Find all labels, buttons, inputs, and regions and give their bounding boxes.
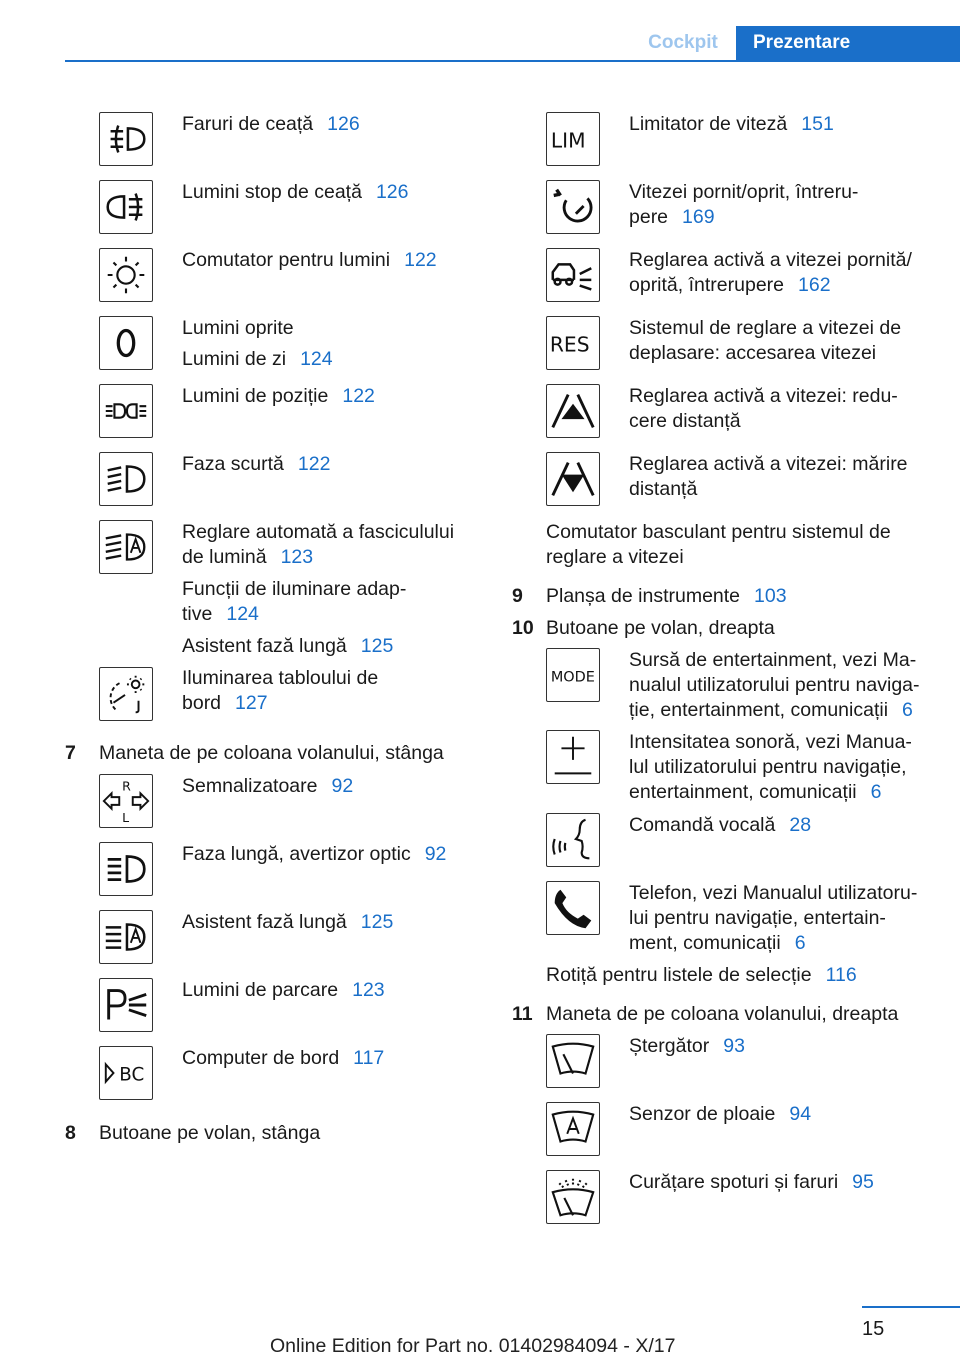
wiper-icon xyxy=(546,1034,600,1088)
item-active-cruise-line1: Reglarea activă a vitezei pornită/ xyxy=(629,249,912,271)
section-title-8: Butoane pe volan, stânga xyxy=(99,1122,321,1144)
page-link[interactable]: 126 xyxy=(327,113,360,135)
svg-text:RES: RES xyxy=(549,332,590,357)
parking-light-icon xyxy=(99,978,153,1032)
cruise-control-icon xyxy=(546,180,600,234)
svg-text:LIM: LIM xyxy=(550,128,586,153)
section-number-9: 9 xyxy=(512,585,523,607)
page-link[interactable]: 151 xyxy=(801,113,834,135)
page-link[interactable]: 92 xyxy=(424,843,447,865)
light-off-icon xyxy=(99,316,153,370)
distance-increase-icon xyxy=(546,452,600,506)
page-link[interactable]: 95 xyxy=(852,1171,874,1193)
item-light-switch: Comutator pentru lumini 122 xyxy=(182,249,437,271)
page-link[interactable]: 93 xyxy=(723,1035,745,1057)
page-link[interactable]: 123 xyxy=(352,979,385,1001)
page-link[interactable]: 6 xyxy=(902,699,913,721)
item-phone-line3: ment, comunicații 6 xyxy=(629,932,806,954)
board-computer-icon xyxy=(99,1046,153,1100)
item-low-beam: Faza scurtă 122 xyxy=(182,453,331,475)
item-rain-sensor: Senzor de ploaie 94 xyxy=(629,1103,812,1125)
page-number: 15 xyxy=(862,1318,885,1340)
high-beam-icon xyxy=(99,842,153,896)
section-title-10: Butoane pe volan, dreapta xyxy=(546,617,775,639)
page-link[interactable]: 162 xyxy=(798,274,831,296)
item-volume-line1: Intensitatea sonoră, vezi Manua- xyxy=(629,731,912,753)
header-divider xyxy=(65,60,960,62)
item-rear-fog: Lumini stop de ceață 126 xyxy=(182,181,409,203)
page-link[interactable]: 169 xyxy=(682,206,715,228)
page-link[interactable]: 6 xyxy=(794,932,806,954)
svg-text:L: L xyxy=(122,810,130,826)
page-link[interactable]: 122 xyxy=(404,249,437,271)
item-board-computer: Computer de bord 117 xyxy=(182,1047,385,1069)
item-phone-line1: Telefon, vezi Manualul utilizatoru- xyxy=(629,882,918,904)
page-link[interactable]: 124 xyxy=(226,603,259,625)
page-link[interactable]: 103 xyxy=(754,585,787,607)
svg-text:MODE: MODE xyxy=(550,669,595,686)
volume-icon xyxy=(546,730,600,784)
item-high-beam: Faza lungă, avertizor optic 92 xyxy=(182,843,447,865)
voice-command-icon xyxy=(546,813,600,867)
rain-sensor-icon xyxy=(546,1102,600,1156)
page-link[interactable]: 125 xyxy=(360,635,394,657)
item-volume-line2: lul utilizatorului pentru navigație, xyxy=(629,756,907,778)
page-link[interactable]: 123 xyxy=(280,546,314,568)
item-position-lights: Lumini de poziție 122 xyxy=(182,385,375,407)
section-title-9: Planșa de instrumente 103 xyxy=(546,585,787,607)
page-link[interactable]: 122 xyxy=(342,385,375,407)
tab-prezentare[interactable]: Prezentare xyxy=(736,26,960,60)
item-instrument-line2: bord 127 xyxy=(182,692,268,714)
item-lights-off: Lumini oprite xyxy=(182,317,294,339)
active-cruise-icon xyxy=(546,248,600,302)
page-link[interactable]: 6 xyxy=(870,781,882,803)
item-distance-decrease-line2: cere distanță xyxy=(629,410,741,432)
washer-icon xyxy=(546,1170,600,1224)
svg-text:BC: BC xyxy=(119,1064,145,1086)
page-link[interactable]: 126 xyxy=(375,181,409,203)
rear-fog-light-icon xyxy=(99,180,153,234)
footer-edition: Online Edition for Part no. 01402984094 - X/17 xyxy=(270,1335,676,1357)
section-number-8: 8 xyxy=(65,1122,76,1144)
rocker-switch-line1: Comutator basculant pentru sistemul de xyxy=(546,521,891,543)
auto-headlight-icon xyxy=(99,520,153,574)
page-link[interactable]: 94 xyxy=(789,1103,812,1125)
section-number-7: 7 xyxy=(65,742,76,764)
section-number-10: 10 xyxy=(512,617,534,639)
item-distance-increase-line2: distanță xyxy=(629,478,698,500)
high-beam-assistant-icon xyxy=(99,910,153,964)
page-link[interactable]: 124 xyxy=(300,348,333,370)
item-voice-command: Comandă vocală 28 xyxy=(629,814,812,836)
tab-cockpit[interactable]: Cockpit xyxy=(648,32,718,53)
item-auto-headlight-line1: Reglare automată a fasciculului xyxy=(182,521,455,543)
parking-lights-icon xyxy=(99,384,153,438)
item-volume-line3: entertainment, comunicații 6 xyxy=(629,781,882,803)
item-adaptive-line1: Funcții de iluminare adap- xyxy=(182,578,407,600)
section-title-7: Maneta de pe coloana volanului, stânga xyxy=(99,742,444,764)
distance-decrease-icon xyxy=(546,384,600,438)
light-switch-icon xyxy=(99,248,153,302)
page-link[interactable]: 125 xyxy=(360,911,394,933)
phone-icon xyxy=(546,881,600,935)
item-resume-line1: Sistemul de reglare a vitezei de xyxy=(629,317,902,339)
item-resume-line2: deplasare: accesarea vitezei xyxy=(629,342,877,364)
rocker-switch-line2: reglare a vitezei xyxy=(546,546,684,568)
item-wiper: Ștergător 93 xyxy=(629,1035,745,1057)
footer-divider xyxy=(862,1306,960,1308)
item-distance-decrease-line1: Reglarea activă a vitezei: redu- xyxy=(629,385,898,407)
item-cruise-line2: pere 169 xyxy=(629,206,715,228)
item-mode-line1: Sursă de entertainment, vezi Ma- xyxy=(629,649,917,671)
section-title-11: Maneta de pe coloana volanului, dreapta xyxy=(546,1003,899,1025)
item-distance-increase-line1: Reglarea activă a vitezei: mărire xyxy=(629,453,908,475)
item-phone-line2: lui pentru navigație, entertain- xyxy=(629,907,886,929)
page-link[interactable]: 28 xyxy=(789,814,812,836)
item-auto-headlight-line2: de lumină 123 xyxy=(182,546,314,568)
svg-text:R: R xyxy=(122,778,131,794)
turn-signal-icon xyxy=(99,774,153,828)
page-link[interactable]: 92 xyxy=(331,775,354,797)
item-cruise-line1: Vitezei pornit/oprit, întreru- xyxy=(629,181,859,203)
item-active-cruise-line2: oprită, întrerupere 162 xyxy=(629,274,831,296)
mode-icon xyxy=(546,648,600,702)
item-fog-lights: Faruri de ceață 126 xyxy=(182,113,360,135)
item-mode-line2: nualul utilizatorului pentru naviga- xyxy=(629,674,920,696)
item-high-beam-assist: Asistent fază lungă 125 xyxy=(182,635,394,657)
item-high-beam-assistant: Asistent fază lungă 125 xyxy=(182,911,394,933)
low-beam-icon xyxy=(99,452,153,506)
item-speed-limiter: Limitator de viteză 151 xyxy=(629,113,834,135)
item-turn-signals: Semnalizatoare 92 xyxy=(182,775,354,797)
item-instrument-line1: Iluminarea tabloului de xyxy=(182,667,379,689)
fog-light-icon xyxy=(99,112,153,166)
page-link[interactable]: 117 xyxy=(353,1047,385,1069)
item-washer: Curățare spoturi și faruri 95 xyxy=(629,1171,874,1193)
page-link[interactable]: 127 xyxy=(235,692,268,714)
item-parking-lights: Lumini de parcare 123 xyxy=(182,979,385,1001)
item-daytime-lights: Lumini de zi 124 xyxy=(182,348,333,370)
item-thumbwheel: Rotiță pentru listele de selecție 116 xyxy=(546,964,857,986)
page-link[interactable]: 116 xyxy=(825,964,857,986)
resume-icon xyxy=(546,316,600,370)
item-adaptive-line2: tive 124 xyxy=(182,603,259,625)
section-number-11: 11 xyxy=(512,1003,533,1025)
speed-limiter-icon xyxy=(546,112,600,166)
instrument-lighting-icon xyxy=(99,667,153,721)
page-link[interactable]: 122 xyxy=(297,453,331,475)
item-mode-line3: ție, entertainment, comunicații 6 xyxy=(629,699,913,721)
